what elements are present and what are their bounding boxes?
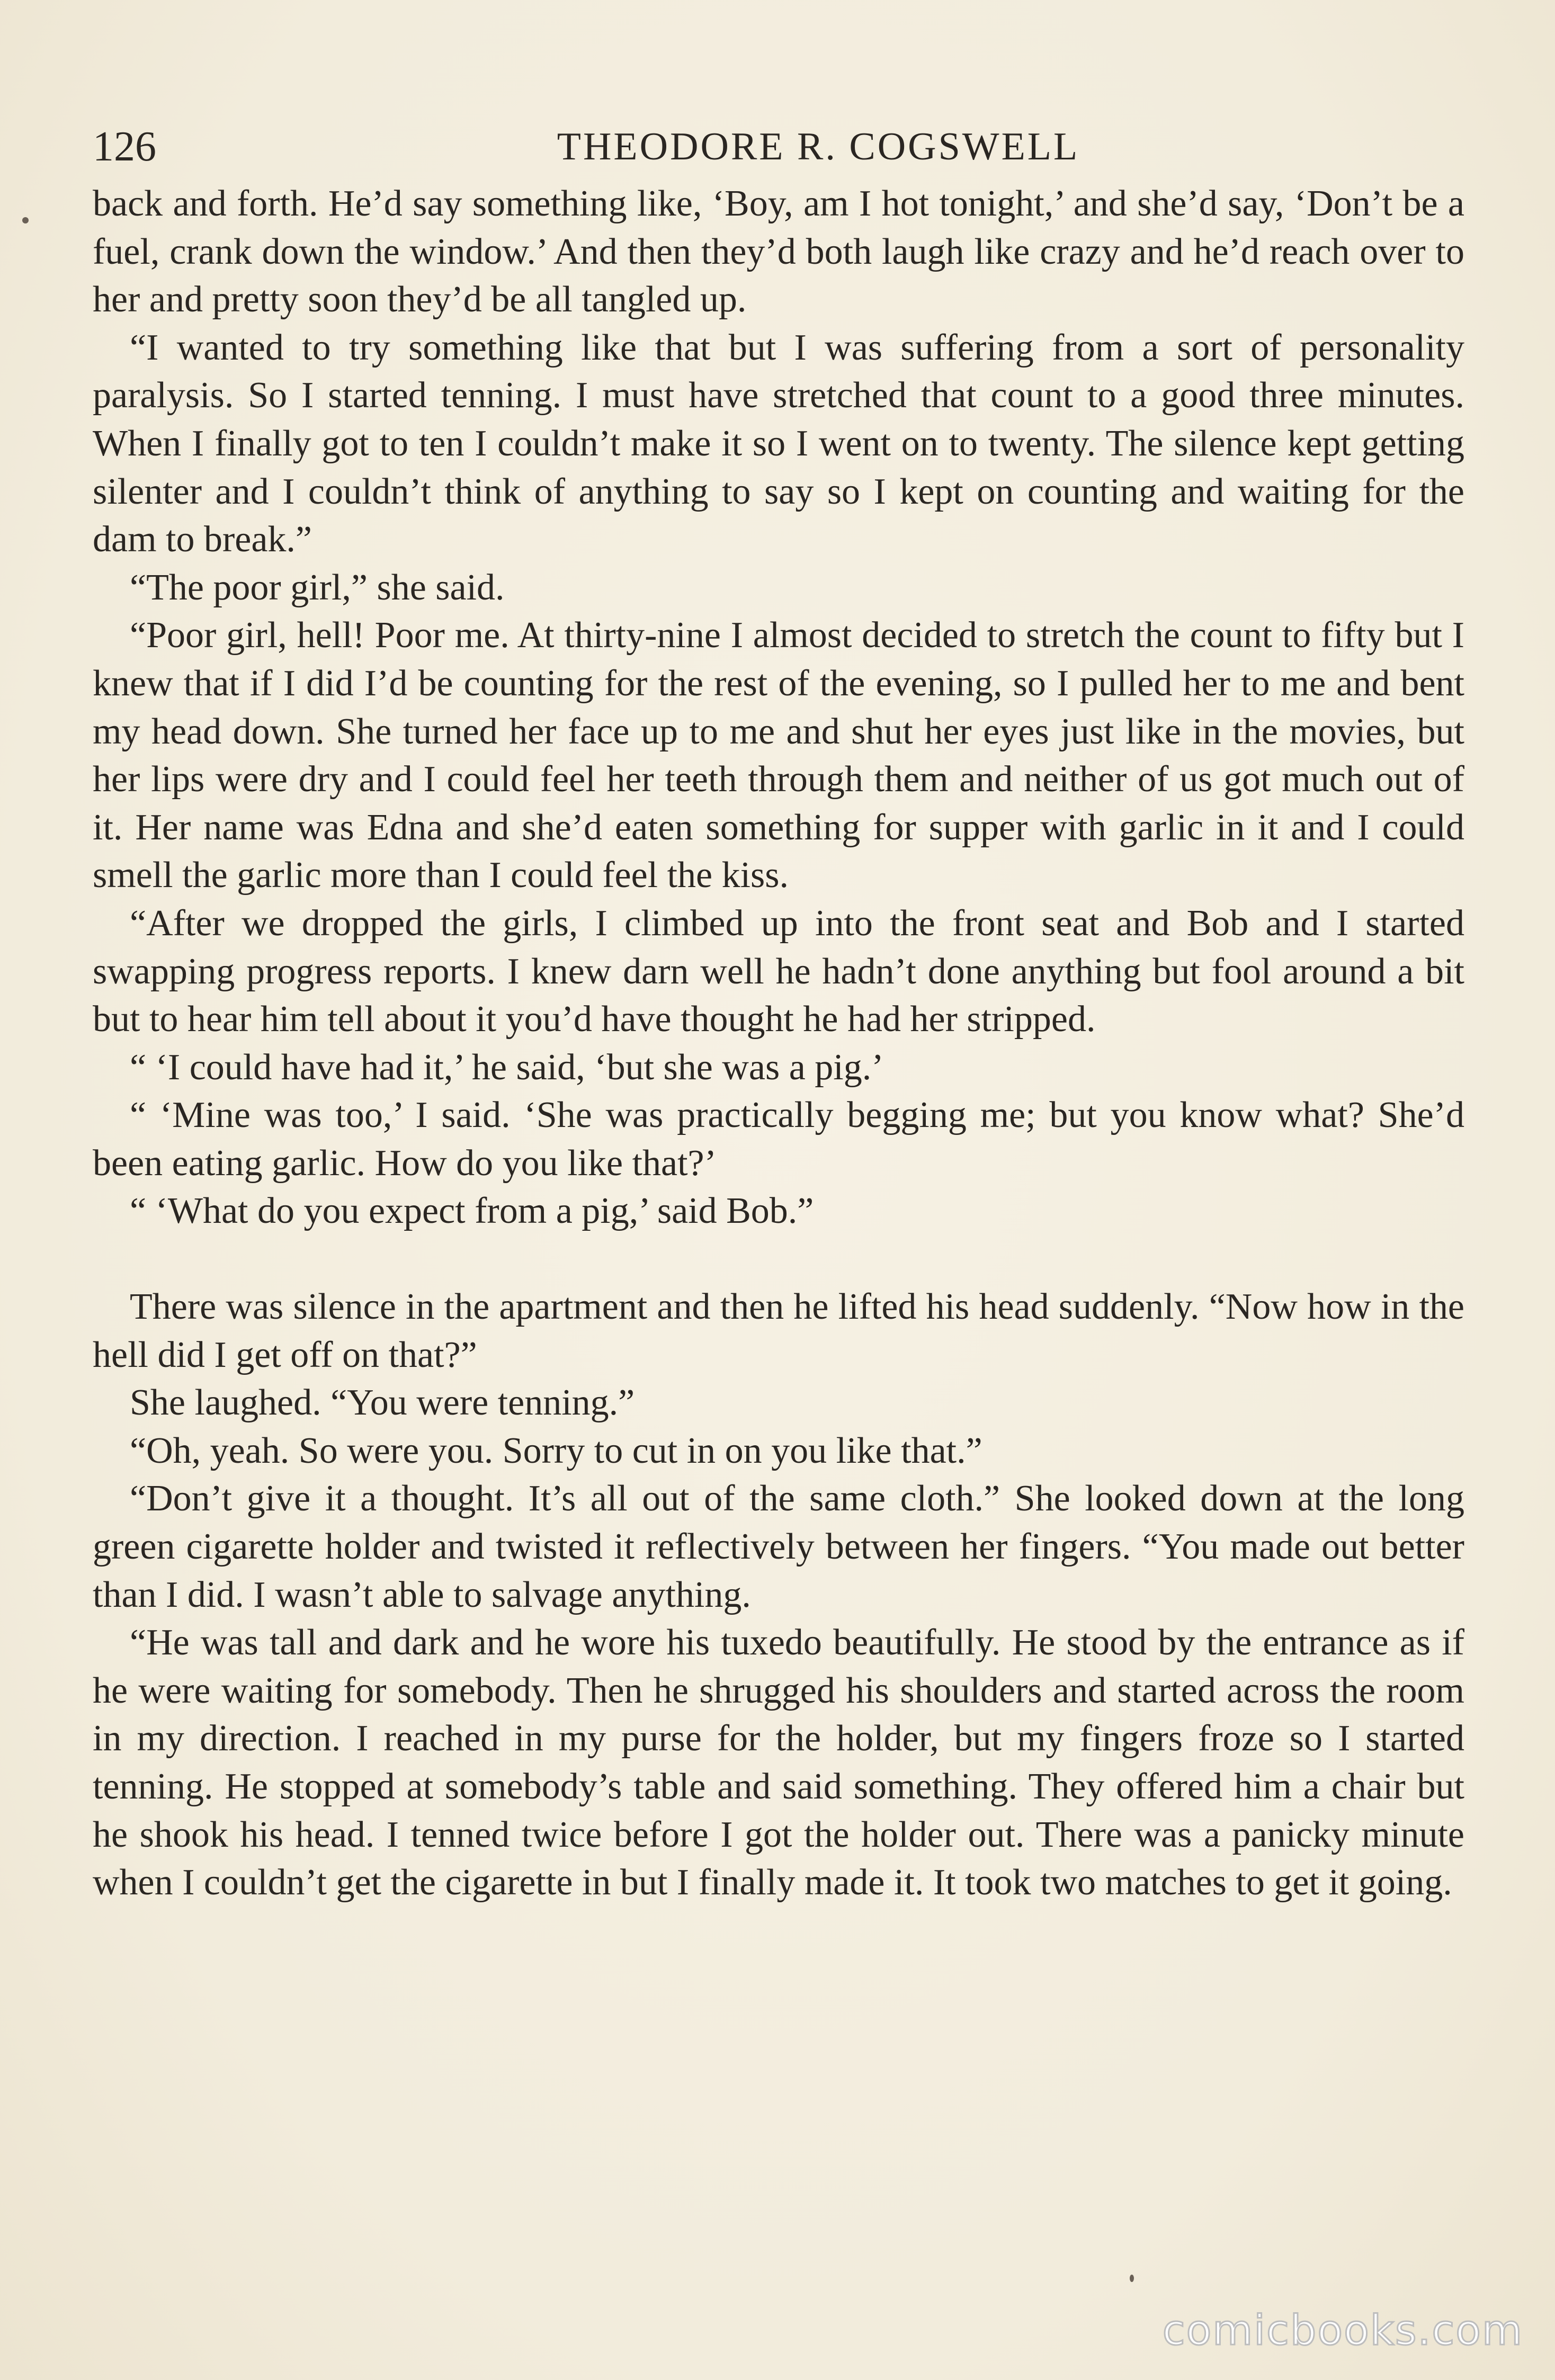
- paragraph: “ ‘Mine was too,’ I said. ‘She was practically begging me; but you know what? She’d been eating garlic. How do you like that?’: [93, 1095, 1464, 1184]
- paragraph: “Poor girl, hell! Poor me. At thirty-nine I almost decided to stretch the count to fifty but I knew that if I did I’d be counting for the rest of the evening, so I pulled her to me and bent my head down. She turned her face up to me and shut her eyes just like in the movies, but her lips were dry and I could feel her teeth through them and neither of us got much out of it. Her name was Edna and she’d eaten something for supper with garlic in it and I could smell the garlic more than I could feel the kiss.: [93, 615, 1464, 896]
- paper-speck: [22, 217, 29, 223]
- paragraph: “ ‘What do you expect from a pig,’ said Bob.”: [130, 1191, 814, 1232]
- watermark-text: comicbooks.com: [1162, 2307, 1523, 2355]
- running-head: THEODORE R. COGSWELL: [557, 125, 1080, 168]
- paragraph: “After we dropped the girls, I climbed up into the front seat and Bob and I started swapping progress reports. I knew darn well he hadn’t done anything but fool around a bit but to hear him tell about it you’d have thought he had her stripped.: [93, 902, 1464, 1040]
- paragraph: There was silence in the apartment and then he lifted his head suddenly. “Now how in the hell did I get off on that?”: [93, 1286, 1464, 1375]
- paragraph: “I wanted to try something like that but I was suffering from a sort of personality paralysis. So I started tenning. I must have stretched that count to a good three minutes. When I finally got to ten I couldn’t make it so I went on to twenty. The silence kept getting silenter and I couldn’t think of anything to say so I kept on counting and waiting for the dam to break.”: [93, 327, 1464, 560]
- paragraph: “Don’t give it a thought. It’s all out of the same cloth.” She looked down at the long green cigarette holder and twisted it reflectively between her fingers. “You made out better than I did. I wasn’t able to salvage anything.: [93, 1478, 1464, 1615]
- page-header: [93, 118, 1464, 176]
- section-break: [93, 1236, 1464, 1283]
- paragraph: “ ‘I could have had it,’ he said, ‘but she was a pig.’: [130, 1046, 884, 1088]
- paragraph: back and forth. He’d say something like, ‘Boy, am I hot tonight,’ and she’d say, ‘Don’t be a fuel, crank down the window.’ And then they’d both laugh like crazy and he’d reach over to her and pretty soon they’d be all tangled up.: [93, 183, 1464, 320]
- paper-speck: [1130, 2275, 1134, 2282]
- paragraph: “He was tall and dark and he wore his tuxedo beautifully. He stood by the entrance as if he were waiting for somebody. Then he shrugged his shoulders and started across the room in my direction. I reached in my purse for the holder, but my fingers froze so I started tenning. He stopped at somebody’s table and said something. They offered him a chair but he shook his head. I tenned twice before I got the holder out. There was a panicky minute when I couldn’t get the cigarette in but I finally made it. It took two matches to get it going.: [93, 1622, 1464, 1903]
- page-number: 126: [93, 123, 156, 170]
- body-text: [93, 180, 1464, 1907]
- paragraph: “Oh, yeah. So were you. Sorry to cut in on you like that.”: [130, 1430, 982, 1471]
- paragraph: “The poor girl,” she said.: [130, 567, 505, 608]
- paragraph: She laughed. “You were tenning.”: [130, 1382, 635, 1424]
